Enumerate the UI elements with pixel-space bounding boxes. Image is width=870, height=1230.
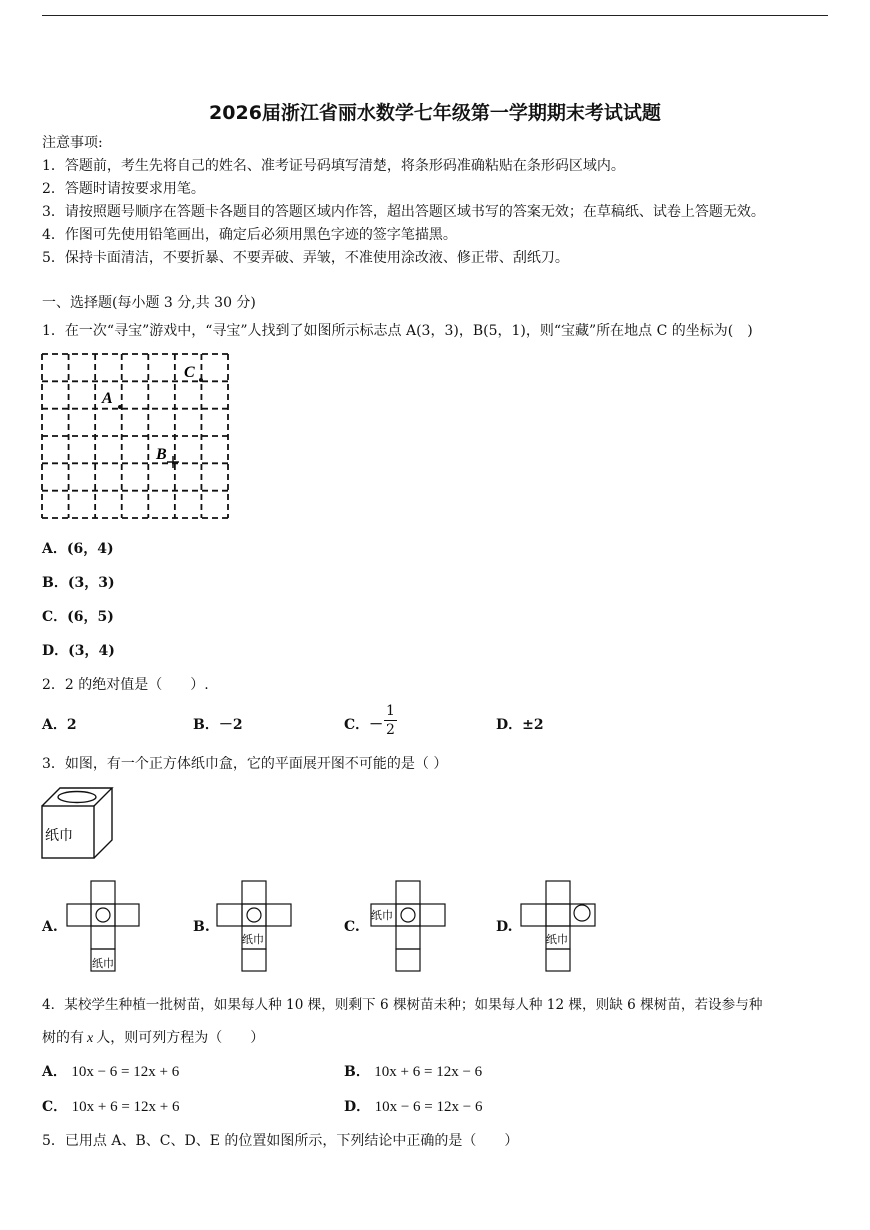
page-title: 2026届浙江省丽水数学七年级第一学期期末考试试题 bbox=[209, 102, 661, 124]
question-5-stem: 5．已用点 A、B、C、D、E 的位置如图所示，下列结论中正确的是（ ） bbox=[42, 1133, 519, 1149]
q4-stem-variable: x bbox=[87, 1031, 94, 1046]
q4-option-c[interactable] bbox=[42, 1096, 180, 1116]
point-b-label: B bbox=[156, 446, 167, 463]
notice-heading: 注意事项: bbox=[42, 135, 103, 151]
question-4-stem-line-2 bbox=[42, 1027, 264, 1047]
point-c-label: C bbox=[184, 364, 195, 381]
point-a-label: A bbox=[102, 390, 113, 407]
q4-option-b-label: B． bbox=[344, 1064, 370, 1080]
q3-option-c[interactable]: C. bbox=[344, 919, 360, 935]
fraction-numerator: 1 bbox=[386, 703, 395, 719]
net-a-figure bbox=[66, 880, 140, 972]
fraction-denominator: 2 bbox=[386, 722, 395, 738]
q4-option-a-label: A． bbox=[42, 1064, 67, 1080]
net-d-label: 纸巾 bbox=[546, 933, 568, 946]
question-2-stem: 2．2 的绝对值是（ ）. bbox=[42, 677, 209, 693]
point-a-marker bbox=[118, 405, 122, 409]
notice-item-5: 5．保持卡面清洁，不要折暴、不要弄破、弄皱，不准使用涂改液、修正带、刮纸刀。 bbox=[42, 250, 569, 266]
q2-option-c[interactable]: C．－ bbox=[344, 717, 384, 733]
q4-option-a[interactable] bbox=[42, 1061, 179, 1081]
q3-option-d[interactable]: D. bbox=[496, 919, 513, 935]
net-b-label: 纸巾 bbox=[242, 933, 264, 946]
section-heading: 一、选择题(每小题 3 分,共 30 分) bbox=[42, 295, 256, 311]
q1-option-a[interactable]: A．(6，4) bbox=[42, 541, 114, 557]
q4-stem-post: 人，则可列方程为（ ） bbox=[96, 1030, 265, 1046]
q4-option-d-label: D． bbox=[344, 1099, 371, 1115]
question-1-stem: 1．在一次“寻宝”游戏中，“寻宝”人找到了如图所示标志点 A(3，3)，B(5，1)，则“宝藏”所在地点 C 的坐标为( ) bbox=[42, 323, 753, 339]
question-4-stem-line-1: 4．某校学生种植一批树苗，如果每人种 10 棵，则剩下 6 棵树苗未种；如果每人种 12 棵，则缺 6 棵树苗，若设参与种 bbox=[42, 997, 763, 1013]
notice-item-3: 3．请按照题号顺序在答题卡各题目的答题区域内作答，超出答题区域书写的答案无效；在草稿纸、试卷上答题无效。 bbox=[42, 204, 765, 220]
q4-option-a-equation: 10x − 6 = 12x + 6 bbox=[71, 1064, 180, 1080]
notice-item-1: 1．答题前，考生先将自己的姓名、准考证号码填写清楚，将条形码准确粘贴在条形码区域内。 bbox=[42, 158, 625, 174]
question-3-stem: 3．如图，有一个正方体纸巾盒，它的平面展开图不可能的是（ ） bbox=[42, 756, 448, 772]
q1-option-d[interactable]: D．(3，4) bbox=[42, 643, 115, 659]
box-label: 纸巾 bbox=[45, 828, 73, 844]
q1-option-b[interactable]: B．(3，3) bbox=[42, 575, 115, 591]
net-c-label: 纸巾 bbox=[371, 909, 393, 922]
q3-option-a[interactable]: A. bbox=[42, 919, 58, 935]
tissue-box-figure bbox=[40, 786, 116, 862]
q4-option-c-label: C． bbox=[42, 1099, 68, 1115]
q4-option-d[interactable] bbox=[344, 1096, 482, 1116]
treasure-grid-figure bbox=[40, 352, 230, 520]
notice-item-2: 2．答题时请按要求用笔。 bbox=[42, 181, 205, 197]
point-b-marker bbox=[167, 456, 179, 468]
q2-option-a[interactable]: A．2 bbox=[42, 717, 77, 733]
q4-option-b[interactable] bbox=[344, 1061, 482, 1081]
point-c-marker bbox=[199, 378, 203, 382]
q4-option-d-equation: 10x − 6 = 12x − 6 bbox=[374, 1099, 483, 1115]
q1-option-c[interactable]: C．(6，5) bbox=[42, 609, 114, 625]
top-rule bbox=[42, 15, 828, 16]
q2-option-c-fraction bbox=[384, 702, 397, 739]
q4-option-b-equation: 10x + 6 = 12x − 6 bbox=[374, 1064, 483, 1080]
q2-option-d[interactable]: D．±2 bbox=[496, 717, 544, 733]
q3-option-b[interactable]: B. bbox=[193, 919, 210, 935]
q4-option-c-equation: 10x + 6 = 12x + 6 bbox=[71, 1099, 180, 1115]
net-a-label: 纸巾 bbox=[92, 957, 114, 970]
notice-item-4: 4．作图可先使用铅笔画出，确定后必须用黑色字迹的签字笔描黑。 bbox=[42, 227, 457, 243]
q2-option-b[interactable]: B．－2 bbox=[193, 717, 243, 733]
q4-stem-pre: 树的有 bbox=[42, 1030, 84, 1046]
net-d-figure bbox=[520, 880, 596, 972]
net-c-figure bbox=[370, 880, 446, 972]
net-b-figure bbox=[216, 880, 292, 972]
